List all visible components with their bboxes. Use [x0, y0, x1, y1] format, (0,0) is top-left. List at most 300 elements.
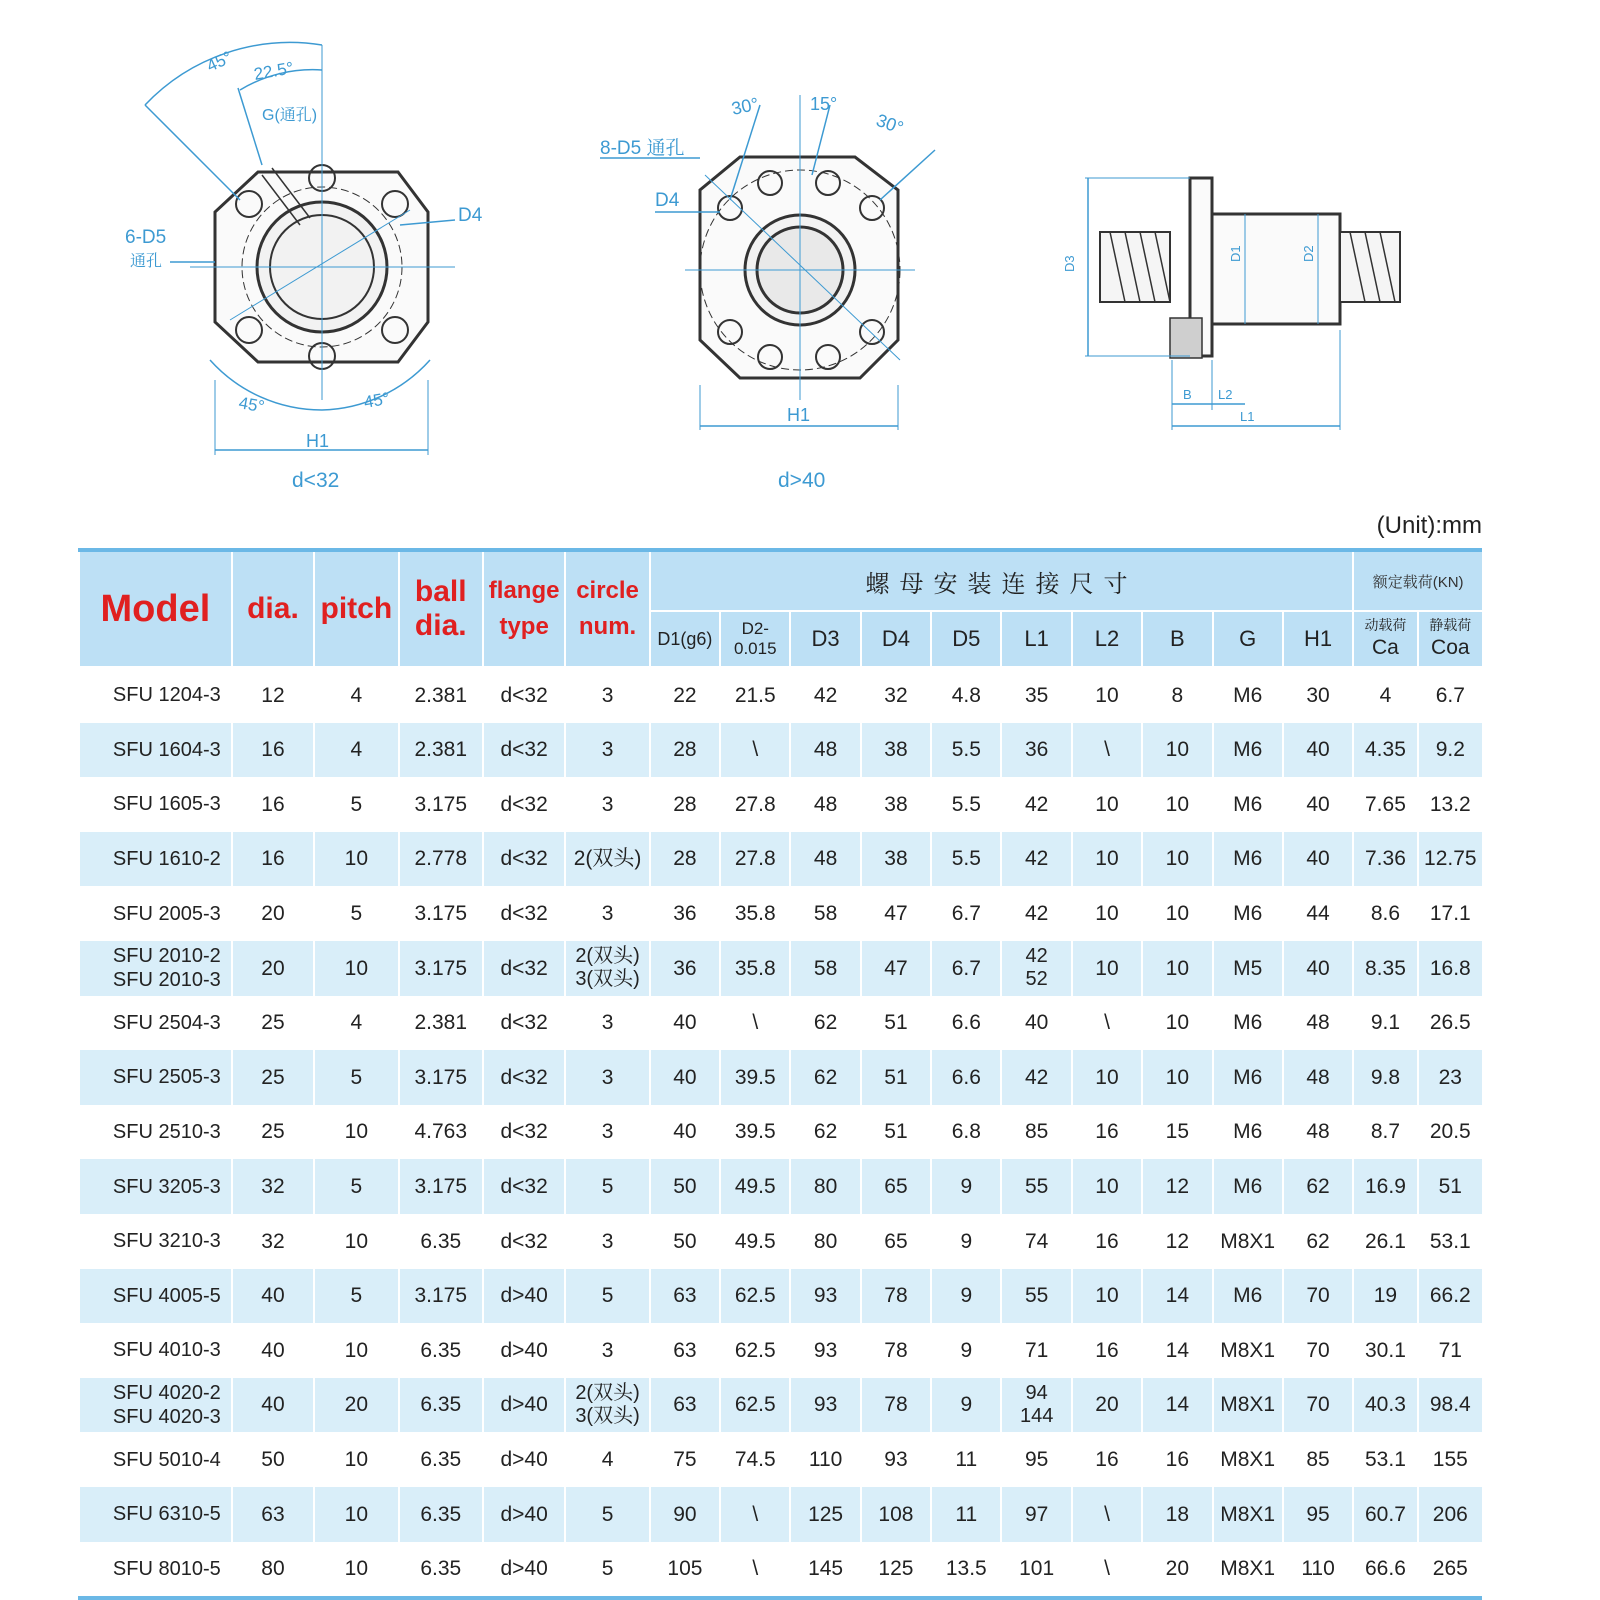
cell-d1: 40: [650, 1050, 720, 1105]
table-row: [79, 941, 1482, 996]
cell-d4: 65: [861, 1159, 931, 1214]
cell-dia: 16: [232, 777, 314, 832]
right-d3: D3: [1062, 255, 1077, 272]
cell-coa: 6.7: [1418, 667, 1482, 723]
cell-model: SFU 6310-5: [79, 1487, 232, 1542]
left-angle-45-bl: 45°: [237, 393, 266, 417]
cell-l1: 55: [1001, 1159, 1071, 1214]
cell-g: M8X1: [1213, 1323, 1283, 1378]
cell-flange-type: d<32: [483, 777, 565, 832]
cell-dia: 63: [232, 1487, 314, 1542]
header-model: Model: [79, 550, 232, 667]
cell-d2: 62.5: [720, 1269, 790, 1324]
cell-b: 8: [1142, 667, 1212, 723]
cell-h1: 85: [1283, 1432, 1353, 1487]
cell-l2: 20: [1072, 1378, 1142, 1433]
cell-ca: 8.35: [1353, 941, 1417, 996]
header-l2: L2: [1072, 611, 1142, 667]
cell-b: 10: [1142, 777, 1212, 832]
cell-h1: 70: [1283, 1269, 1353, 1324]
cell-flange-type: d>40: [483, 1378, 565, 1433]
cell-d3: 110: [790, 1432, 860, 1487]
header-flange-line2: type: [499, 613, 549, 640]
cell-dia: 32: [232, 1214, 314, 1269]
left-d4: D4: [458, 205, 483, 226]
cell-coa: 66.2: [1418, 1269, 1482, 1324]
cell-h1: 40: [1283, 832, 1353, 887]
header-pitch: pitch: [314, 550, 398, 667]
cell-h1: 70: [1283, 1378, 1353, 1433]
cell-l2: 10: [1072, 1269, 1142, 1324]
cell-d1: 63: [650, 1323, 720, 1378]
right-d1: D1: [1228, 245, 1243, 262]
table-row: [79, 1159, 1482, 1214]
cell-d1: 90: [650, 1487, 720, 1542]
cell-d2: 49.5: [720, 1214, 790, 1269]
cell-ca: 30.1: [1353, 1323, 1417, 1378]
cell-g: M6: [1213, 1105, 1283, 1160]
cell-flange-type: d>40: [483, 1269, 565, 1324]
cell-d2: 35.8: [720, 886, 790, 941]
cell-h1: 40: [1283, 941, 1353, 996]
cell-d4: 38: [861, 723, 931, 778]
cell-flange-type: d>40: [483, 1323, 565, 1378]
cell-h1: 48: [1283, 996, 1353, 1051]
table-header: [79, 550, 1482, 667]
cell-h1: 110: [1283, 1542, 1353, 1599]
cell-d1: 28: [650, 777, 720, 832]
cell-ca: 9.8: [1353, 1050, 1417, 1105]
cell-coa: 13.2: [1418, 777, 1482, 832]
cell-pitch: 10: [314, 1323, 398, 1378]
cell-d1: 40: [650, 1105, 720, 1160]
cell-g: M8X1: [1213, 1214, 1283, 1269]
cell-pitch: 10: [314, 832, 398, 887]
cell-ca: 53.1: [1353, 1432, 1417, 1487]
cell-l1: 94 144: [1001, 1378, 1071, 1433]
cell-l1: 42 52: [1001, 941, 1071, 996]
cell-ca: 4: [1353, 667, 1417, 723]
cell-circle-num: 3: [565, 996, 649, 1051]
mid-d4: D4: [655, 190, 680, 211]
cell-ca: 60.7: [1353, 1487, 1417, 1542]
cell-d5: 11: [931, 1487, 1001, 1542]
cell-dia: 16: [232, 723, 314, 778]
cell-ca: 66.6: [1353, 1542, 1417, 1599]
cell-d3: 80: [790, 1214, 860, 1269]
cell-coa: 12.75: [1418, 832, 1482, 887]
cell-circle-num: 5: [565, 1542, 649, 1599]
cell-d3: 58: [790, 941, 860, 996]
cell-d5: 5.5: [931, 832, 1001, 887]
cell-flange-type: d<32: [483, 1105, 565, 1160]
cell-flange-type: d<32: [483, 886, 565, 941]
cell-pitch: 10: [314, 941, 398, 996]
header-d3: D3: [790, 611, 860, 667]
cell-d2: 39.5: [720, 1105, 790, 1160]
cell-l2: 10: [1072, 886, 1142, 941]
cell-d4: 47: [861, 941, 931, 996]
cell-d2: 27.8: [720, 777, 790, 832]
cell-dia: 32: [232, 1159, 314, 1214]
cell-flange-type: d<32: [483, 941, 565, 996]
cell-dia: 16: [232, 832, 314, 887]
cell-l2: 16: [1072, 1432, 1142, 1487]
cell-b: 16: [1142, 1432, 1212, 1487]
table-body: [79, 667, 1482, 1598]
cell-ball-dia: 3.175: [399, 1159, 483, 1214]
cell-b: 10: [1142, 996, 1212, 1051]
cell-ball-dia: 6.35: [399, 1432, 483, 1487]
header-circle-line2: num.: [578, 613, 637, 640]
cell-pitch: 4: [314, 723, 398, 778]
cell-l1: 95: [1001, 1432, 1071, 1487]
cell-model: SFU 2010-2 SFU 2010-3: [79, 941, 232, 996]
spec-table: [78, 548, 1482, 1600]
cell-circle-num: 5: [565, 1159, 649, 1214]
cell-l2: 10: [1072, 832, 1142, 887]
cell-pitch: 5: [314, 777, 398, 832]
header-circle-num: [565, 550, 649, 667]
cell-ball-dia: 2.381: [399, 667, 483, 723]
cell-coa: 16.8: [1418, 941, 1482, 996]
cell-ball-dia: 3.175: [399, 1050, 483, 1105]
cell-g: M6: [1213, 1050, 1283, 1105]
cell-flange-type: d>40: [483, 1432, 565, 1487]
cell-dia: 25: [232, 996, 314, 1051]
left-caption: d<32: [292, 469, 340, 492]
header-l1: L1: [1001, 611, 1071, 667]
cell-circle-num: 3: [565, 1214, 649, 1269]
cell-coa: 51: [1418, 1159, 1482, 1214]
left-angle-45-top: 45°: [203, 47, 235, 76]
table-row: [79, 1487, 1482, 1542]
header-coa-line2: Coa: [1431, 636, 1470, 660]
cell-pitch: 10: [314, 1214, 398, 1269]
mid-angle-30-right: 30°: [873, 109, 907, 139]
cell-d3: 145: [790, 1542, 860, 1599]
cell-d4: 38: [861, 832, 931, 887]
cell-coa: 9.2: [1418, 723, 1482, 778]
cell-flange-type: d<32: [483, 1159, 565, 1214]
cell-coa: 265: [1418, 1542, 1482, 1599]
cell-l1: 35: [1001, 667, 1071, 723]
cell-coa: 20.5: [1418, 1105, 1482, 1160]
cell-d5: 4.8: [931, 667, 1001, 723]
cell-ball-dia: 6.35: [399, 1542, 483, 1599]
cell-pitch: 4: [314, 667, 398, 723]
header-dia: dia.: [232, 550, 314, 667]
cell-ball-dia: 2.778: [399, 832, 483, 887]
left-h1: H1: [306, 431, 330, 451]
cell-coa: 23: [1418, 1050, 1482, 1105]
cell-model: SFU 1605-3: [79, 777, 232, 832]
table-row: [79, 723, 1482, 778]
cell-g: M8X1: [1213, 1542, 1283, 1599]
cell-l1: 42: [1001, 777, 1071, 832]
cell-ball-dia: 3.175: [399, 1269, 483, 1324]
cell-ball-dia: 6.35: [399, 1214, 483, 1269]
cell-d1: 40: [650, 996, 720, 1051]
cell-l2: 16: [1072, 1214, 1142, 1269]
cell-h1: 40: [1283, 777, 1353, 832]
cell-circle-num: 5: [565, 1487, 649, 1542]
cell-d4: 47: [861, 886, 931, 941]
cell-b: 20: [1142, 1542, 1212, 1599]
cell-flange-type: d<32: [483, 1214, 565, 1269]
cell-g: M8X1: [1213, 1378, 1283, 1433]
cell-model: SFU 1204-3: [79, 667, 232, 723]
table-row: [79, 1378, 1482, 1433]
cell-model: SFU 4010-3: [79, 1323, 232, 1378]
cell-d3: 48: [790, 832, 860, 887]
cell-coa: 206: [1418, 1487, 1482, 1542]
cell-d4: 65: [861, 1214, 931, 1269]
cell-ball-dia: 2.381: [399, 723, 483, 778]
cell-d3: 80: [790, 1159, 860, 1214]
right-l2: L2: [1218, 387, 1233, 402]
cell-coa: 98.4: [1418, 1378, 1482, 1433]
header-b: B: [1142, 611, 1212, 667]
cell-ca: 40.3: [1353, 1378, 1417, 1433]
cell-g: M6: [1213, 723, 1283, 778]
header-ball-dia: [399, 550, 483, 667]
cell-dia: 20: [232, 886, 314, 941]
cell-d2: 62.5: [720, 1378, 790, 1433]
cell-d5: 13.5: [931, 1542, 1001, 1599]
cell-flange-type: d>40: [483, 1542, 565, 1599]
cell-d1: 36: [650, 886, 720, 941]
left-through-hole: 通孔: [130, 253, 163, 270]
cell-model: SFU 2510-3: [79, 1105, 232, 1160]
cell-circle-num: 2(双头) 3(双头): [565, 941, 649, 996]
drawing-right: [1085, 178, 1400, 430]
header-ball-line2: dia.: [414, 609, 467, 642]
header-coa-line1: 静载荷: [1429, 617, 1472, 634]
cell-d3: 48: [790, 777, 860, 832]
cell-ca: 8.6: [1353, 886, 1417, 941]
cell-dia: 80: [232, 1542, 314, 1599]
cell-coa: 155: [1418, 1432, 1482, 1487]
cell-b: 10: [1142, 723, 1212, 778]
cell-d5: 9: [931, 1269, 1001, 1324]
cell-circle-num: 3: [565, 723, 649, 778]
table-row: [79, 996, 1482, 1051]
cell-flange-type: d<32: [483, 996, 565, 1051]
cell-d4: 32: [861, 667, 931, 723]
cell-d2: \: [720, 1487, 790, 1542]
cell-pitch: 4: [314, 996, 398, 1051]
cell-ca: 8.7: [1353, 1105, 1417, 1160]
cell-d4: 93: [861, 1432, 931, 1487]
cell-d2: 27.8: [720, 832, 790, 887]
cell-ball-dia: 4.763: [399, 1105, 483, 1160]
cell-d5: 9: [931, 1378, 1001, 1433]
technical-drawings: [0, 0, 1600, 530]
cell-g: M5: [1213, 941, 1283, 996]
drawing-left: [145, 42, 455, 455]
cell-pitch: 5: [314, 1159, 398, 1214]
cell-d5: 5.5: [931, 777, 1001, 832]
cell-l2: 16: [1072, 1105, 1142, 1160]
cell-d3: 62: [790, 996, 860, 1051]
cell-h1: 48: [1283, 1105, 1353, 1160]
cell-h1: 30: [1283, 667, 1353, 723]
cell-g: M8X1: [1213, 1487, 1283, 1542]
cell-d3: 62: [790, 1105, 860, 1160]
cell-h1: 95: [1283, 1487, 1353, 1542]
cell-b: 14: [1142, 1378, 1212, 1433]
cell-model: SFU 4020-2 SFU 4020-3: [79, 1378, 232, 1433]
cell-ca: 19: [1353, 1269, 1417, 1324]
cell-d3: 93: [790, 1378, 860, 1433]
cell-d2: 49.5: [720, 1159, 790, 1214]
right-d2: D2: [1301, 245, 1316, 262]
cell-l1: 36: [1001, 723, 1071, 778]
cell-ca: 26.1: [1353, 1214, 1417, 1269]
cell-h1: 40: [1283, 723, 1353, 778]
cell-circle-num: 3: [565, 1323, 649, 1378]
cell-l1: 85: [1001, 1105, 1071, 1160]
cell-ball-dia: 6.35: [399, 1487, 483, 1542]
cell-b: 14: [1142, 1269, 1212, 1324]
header-ca: [1353, 611, 1417, 667]
cell-d4: 51: [861, 1105, 931, 1160]
cell-b: 10: [1142, 886, 1212, 941]
cell-model: SFU 3205-3: [79, 1159, 232, 1214]
cell-ca: 9.1: [1353, 996, 1417, 1051]
header-h1: H1: [1283, 611, 1353, 667]
cell-d1: 50: [650, 1214, 720, 1269]
cell-l2: \: [1072, 1487, 1142, 1542]
cell-d4: 78: [861, 1378, 931, 1433]
cell-model: SFU 4005-5: [79, 1269, 232, 1324]
cell-ball-dia: 3.175: [399, 886, 483, 941]
cell-coa: 17.1: [1418, 886, 1482, 941]
cell-pitch: 10: [314, 1432, 398, 1487]
cell-b: 10: [1142, 832, 1212, 887]
cell-b: 12: [1142, 1214, 1212, 1269]
right-b: B: [1183, 387, 1192, 402]
cell-d1: 50: [650, 1159, 720, 1214]
mid-h1: H1: [787, 405, 811, 425]
header-coa: [1418, 611, 1482, 667]
cell-d3: 58: [790, 886, 860, 941]
cell-l1: 42: [1001, 832, 1071, 887]
cell-coa: 26.5: [1418, 996, 1482, 1051]
cell-l2: 10: [1072, 941, 1142, 996]
header-d2: D2-0.015: [720, 611, 790, 667]
mid-caption: d>40: [778, 469, 826, 492]
cell-d1: 28: [650, 832, 720, 887]
cell-circle-num: 4: [565, 1432, 649, 1487]
cell-flange-type: d<32: [483, 667, 565, 723]
cell-ball-dia: 6.35: [399, 1378, 483, 1433]
cell-g: M8X1: [1213, 1432, 1283, 1487]
table-row: [79, 777, 1482, 832]
cell-ball-dia: 3.175: [399, 941, 483, 996]
cell-dia: 40: [232, 1269, 314, 1324]
cell-l1: 97: [1001, 1487, 1071, 1542]
cell-ca: 7.36: [1353, 832, 1417, 887]
cell-circle-num: 5: [565, 1269, 649, 1324]
cell-model: SFU 2005-3: [79, 886, 232, 941]
cell-ball-dia: 2.381: [399, 996, 483, 1051]
cell-d4: 38: [861, 777, 931, 832]
cell-l1: 101: [1001, 1542, 1071, 1599]
cell-pitch: 10: [314, 1105, 398, 1160]
cell-dia: 12: [232, 667, 314, 723]
cell-coa: 71: [1418, 1323, 1482, 1378]
cell-l1: 42: [1001, 886, 1071, 941]
cell-d2: \: [720, 723, 790, 778]
cell-d5: 6.7: [931, 941, 1001, 996]
cell-l1: 42: [1001, 1050, 1071, 1105]
cell-g: M6: [1213, 777, 1283, 832]
cell-model: SFU 1610-2: [79, 832, 232, 887]
cell-model: SFU 5010-4: [79, 1432, 232, 1487]
cell-g: M6: [1213, 886, 1283, 941]
table-row: [79, 1542, 1482, 1599]
left-g-hole: G(通孔): [262, 107, 318, 124]
cell-l1: 55: [1001, 1269, 1071, 1324]
unit-label: (Unit):mm: [1376, 512, 1482, 539]
table-row: [79, 1214, 1482, 1269]
cell-d1: 63: [650, 1269, 720, 1324]
cell-h1: 48: [1283, 1050, 1353, 1105]
cell-d2: 35.8: [720, 941, 790, 996]
header-g: G: [1213, 611, 1283, 667]
cell-l2: \: [1072, 996, 1142, 1051]
cell-d5: 6.8: [931, 1105, 1001, 1160]
cell-h1: 62: [1283, 1214, 1353, 1269]
cell-b: 12: [1142, 1159, 1212, 1214]
cell-b: 15: [1142, 1105, 1212, 1160]
cell-model: SFU 2504-3: [79, 996, 232, 1051]
cell-pitch: 5: [314, 886, 398, 941]
cell-d3: 42: [790, 667, 860, 723]
cell-flange-type: d<32: [483, 1050, 565, 1105]
table-row: [79, 667, 1482, 723]
cell-ball-dia: 3.175: [399, 777, 483, 832]
header-load-group: 额定载荷(KN): [1353, 550, 1482, 611]
header-d5: D5: [931, 611, 1001, 667]
cell-d2: 21.5: [720, 667, 790, 723]
header-install-group: 螺母安装连接尺寸: [650, 550, 1354, 611]
cell-g: M6: [1213, 1159, 1283, 1214]
cell-circle-num: 2(双头) 3(双头): [565, 1378, 649, 1433]
cell-dia: 25: [232, 1105, 314, 1160]
left-6-d5: 6-D5: [125, 227, 167, 248]
cell-model: SFU 1604-3: [79, 723, 232, 778]
header-flange-type: [483, 550, 565, 667]
cell-l2: 10: [1072, 1159, 1142, 1214]
cell-circle-num: 3: [565, 886, 649, 941]
cell-d5: 11: [931, 1432, 1001, 1487]
cell-l2: \: [1072, 723, 1142, 778]
cell-l1: 74: [1001, 1214, 1071, 1269]
cell-g: M6: [1213, 667, 1283, 723]
cell-d5: 9: [931, 1159, 1001, 1214]
cell-d2: 74.5: [720, 1432, 790, 1487]
cell-d1: 75: [650, 1432, 720, 1487]
cell-d3: 93: [790, 1323, 860, 1378]
cell-pitch: 5: [314, 1050, 398, 1105]
cell-d1: 28: [650, 723, 720, 778]
cell-circle-num: 2(双头): [565, 832, 649, 887]
header-ball-line1: ball: [414, 574, 467, 608]
cell-d4: 51: [861, 1050, 931, 1105]
